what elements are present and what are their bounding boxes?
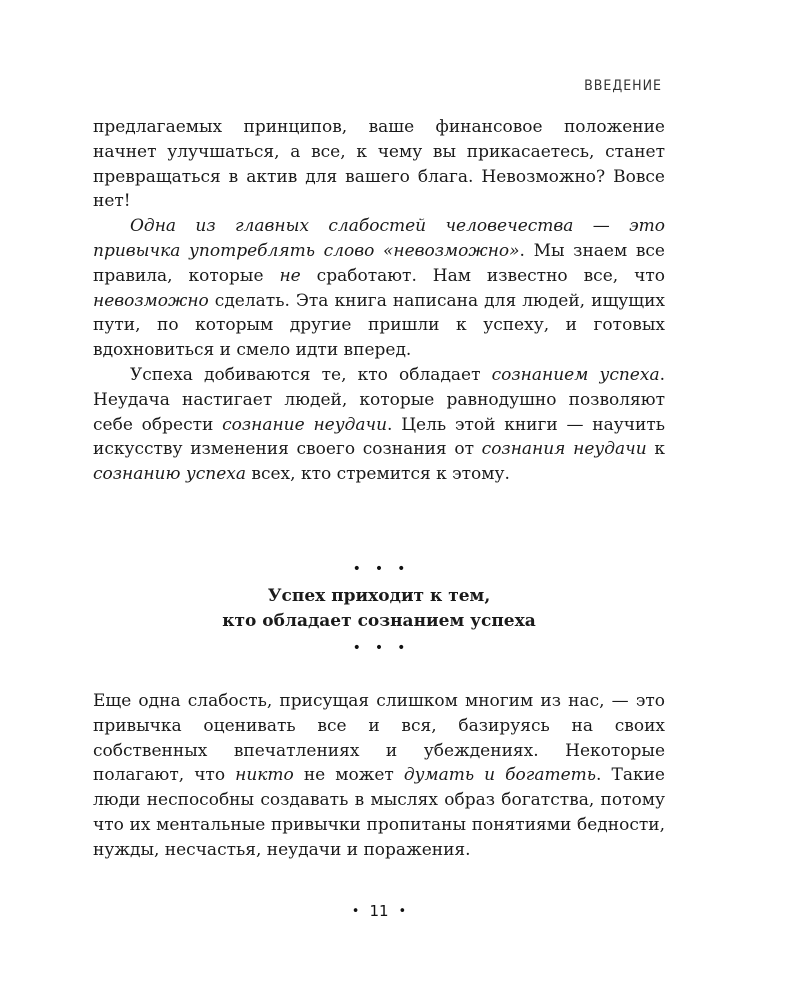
text-run: Еще одна слабость, присущая слишком многим из нас, — это привычка оценивать все и вся, базируясь на своих собственных впечатлениях и убеждениях. Некоторые полагают, что [93, 691, 665, 786]
italic-phrase: думать и богатеть [403, 765, 597, 786]
text-run: сделать. Эта книга написана для людей, ищущих пути, по которым другие пришли к успеху, и готовых вдохновиться и смело идти вперед. [93, 290, 665, 361]
bullet-icon: • [351, 904, 360, 919]
text-run: всех, кто стремится к этому. [246, 464, 510, 485]
pull-quote-line-2: кто обладает сознанием успеха [222, 611, 536, 631]
page-number: 11 [369, 902, 389, 920]
pull-quote-line-1: Успех приходит к тем, [267, 586, 491, 606]
ornament-divider-bottom: ••• [352, 640, 420, 656]
paragraph-continuation: предлагаемых принципов, ваше финансовое положение начнет улучшаться, а все, к чему вы прикасаетесь, станет превращаться в актив для вашего блага. Невозможно? Вовсе нет! [93, 117, 665, 212]
italic-phrase: сознанию успеха [93, 464, 246, 485]
text-run: . Мы знаем все правила, которые [93, 240, 665, 286]
text-block-bottom [93, 689, 665, 863]
running-head: ВВЕДЕНИЕ [584, 78, 662, 94]
text-run: сработают. Нам известно все, что [300, 265, 665, 286]
bullet-icon: • [398, 904, 407, 919]
paragraph-success-consciousness [93, 363, 665, 487]
italic-phrase: сознанием успеха [491, 364, 660, 385]
pull-quote [93, 584, 665, 634]
paragraph-weakness [93, 689, 665, 863]
italic-phrase: никто [235, 765, 294, 786]
italic-phrase: сознание неудачи [222, 414, 388, 435]
text-run: к [646, 439, 666, 460]
ornament-divider-top: ••• [352, 561, 420, 577]
text-block-top [93, 115, 665, 487]
italic-phrase: невозможно [93, 290, 209, 311]
text-run: . Такие люди неспособны создавать в мыслях образ богатства, потому что их ментальные привычки пропитаны понятиями бедности, нужды, несчастья, неудачи и поражения. [93, 765, 665, 860]
italic-phrase: сознания неудачи [481, 439, 647, 460]
page-folio [93, 902, 665, 920]
text-run: не может [293, 765, 404, 786]
text-run: Успеха добиваются те, кто обладает [130, 364, 492, 385]
italic-phrase: не [279, 265, 301, 286]
italic-phrase: Одна из главных слабостей человечества — это привычка употреблять слово «невозможно» [93, 216, 665, 261]
text-run: . Неудача настигает людей, которые равнодушно позволяют себе обрести [93, 364, 665, 435]
paragraph-impossible [93, 214, 665, 363]
text-run: . Цель этой книги — научить искусству изменения своего сознания от [93, 414, 666, 460]
